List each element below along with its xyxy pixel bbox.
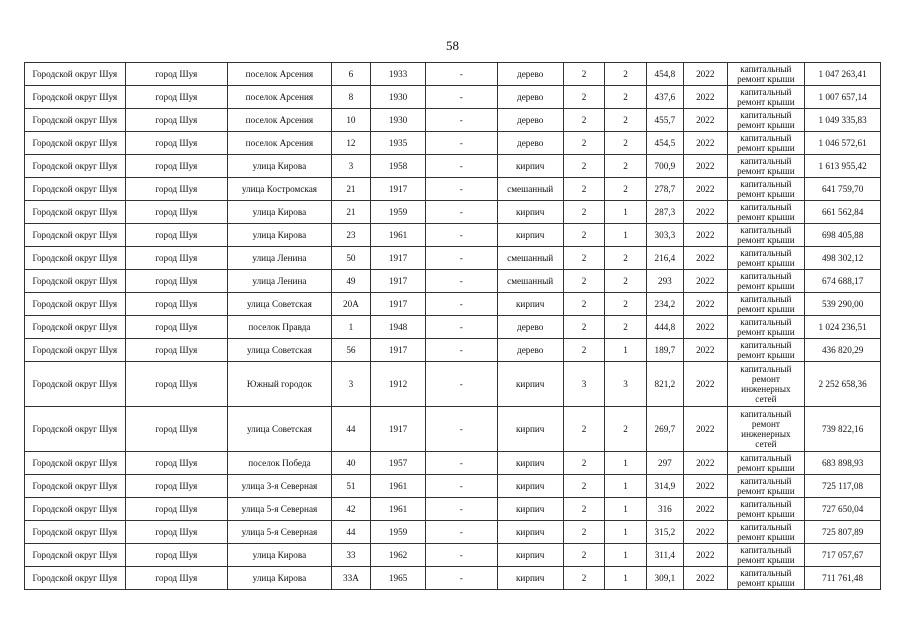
table-row [25,247,881,270]
wall-material-cell: кирпич [497,224,563,247]
work-type-cell: капитальный ремонт крыши [727,247,805,270]
city-cell: город Шуя [125,316,228,339]
entrances-cell: 2 [605,109,646,132]
work-type-cell: капитальный ремонт крыши [727,521,805,544]
floors-cell: 2 [563,407,604,452]
municipality-cell: Городской округ Шуя [25,362,126,407]
floors-cell: 2 [563,339,604,362]
work-type-cell: капитальный ремонт крыши [727,63,805,86]
house-number-cell: 23 [331,224,370,247]
wall-material-cell: кирпич [497,452,563,475]
street-cell: поселок Победа [228,452,332,475]
city-cell: город Шуя [125,155,228,178]
municipality-cell: Городской округ Шуя [25,498,126,521]
house-number-cell: 1 [331,316,370,339]
house-number-cell: 3 [331,362,370,407]
build-year-cell: 1957 [371,452,426,475]
plan-year-cell: 2022 [684,475,728,498]
floors-cell: 2 [563,270,604,293]
city-cell: город Шуя [125,475,228,498]
table-row [25,155,881,178]
house-number-cell: 3 [331,155,370,178]
cost-cell: 1 047 263,41 [805,63,881,86]
city-cell: город Шуя [125,63,228,86]
work-type-cell: капитальный ремонт крыши [727,201,805,224]
floors-cell: 2 [563,178,604,201]
house-number-cell: 21 [331,178,370,201]
build-year-cell: 1959 [371,521,426,544]
area-cell: 700,9 [646,155,683,178]
plan-year-cell: 2022 [684,452,728,475]
wall-material-cell: кирпич [497,475,563,498]
dash-cell: - [426,293,498,316]
entrances-cell: 1 [605,544,646,567]
street-cell: поселок Арсения [228,132,332,155]
entrances-cell: 1 [605,201,646,224]
plan-year-cell: 2022 [684,178,728,201]
wall-material-cell: дерево [497,316,563,339]
area-cell: 311,4 [646,544,683,567]
municipality-cell: Городской округ Шуя [25,407,126,452]
area-cell: 189,7 [646,339,683,362]
wall-material-cell: кирпич [497,201,563,224]
entrances-cell: 1 [605,567,646,590]
work-type-cell: капитальный ремонт крыши [727,155,805,178]
city-cell: город Шуя [125,521,228,544]
cost-cell: 1 024 236,51 [805,316,881,339]
dash-cell: - [426,521,498,544]
city-cell: город Шуя [125,178,228,201]
plan-year-cell: 2022 [684,132,728,155]
entrances-cell: 2 [605,247,646,270]
plan-year-cell: 2022 [684,339,728,362]
cost-cell: 725 807,89 [805,521,881,544]
table-row [25,109,881,132]
house-number-cell: 50 [331,247,370,270]
city-cell: город Шуя [125,270,228,293]
build-year-cell: 1933 [371,63,426,86]
work-type-cell: капитальный ремонт крыши [727,178,805,201]
build-year-cell: 1917 [371,293,426,316]
area-cell: 314,9 [646,475,683,498]
cost-cell: 436 820,29 [805,339,881,362]
dash-cell: - [426,155,498,178]
plan-year-cell: 2022 [684,109,728,132]
city-cell: город Шуя [125,109,228,132]
cost-cell: 727 650,04 [805,498,881,521]
entrances-cell: 3 [605,362,646,407]
wall-material-cell: кирпич [497,544,563,567]
cost-cell: 539 290,00 [805,293,881,316]
dash-cell: - [426,544,498,567]
cost-cell: 674 688,17 [805,270,881,293]
cost-cell: 661 562,84 [805,201,881,224]
city-cell: город Шуя [125,247,228,270]
floors-cell: 2 [563,63,604,86]
plan-year-cell: 2022 [684,407,728,452]
build-year-cell: 1959 [371,201,426,224]
cost-cell: 683 898,93 [805,452,881,475]
dash-cell: - [426,109,498,132]
cost-cell: 725 117,08 [805,475,881,498]
wall-material-cell: смешанный [497,247,563,270]
work-type-cell: капитальный ремонт крыши [727,224,805,247]
city-cell: город Шуя [125,544,228,567]
plan-year-cell: 2022 [684,362,728,407]
house-number-cell: 44 [331,407,370,452]
area-cell: 303,3 [646,224,683,247]
entrances-cell: 1 [605,452,646,475]
build-year-cell: 1917 [371,339,426,362]
build-year-cell: 1917 [371,178,426,201]
plan-year-cell: 2022 [684,63,728,86]
entrances-cell: 2 [605,270,646,293]
city-cell: город Шуя [125,567,228,590]
work-type-cell: капитальный ремонт крыши [727,452,805,475]
street-cell: улица Ленина [228,270,332,293]
street-cell: поселок Арсения [228,86,332,109]
plan-year-cell: 2022 [684,544,728,567]
municipality-cell: Городской округ Шуя [25,521,126,544]
work-type-cell: капитальный ремонт крыши [727,498,805,521]
table-row [25,316,881,339]
cost-cell: 1 049 335,83 [805,109,881,132]
municipality-cell: Городской округ Шуя [25,316,126,339]
cost-cell: 1 046 572,61 [805,132,881,155]
entrances-cell: 2 [605,407,646,452]
table-row [25,475,881,498]
area-cell: 455,7 [646,109,683,132]
municipality-cell: Городской округ Шуя [25,109,126,132]
area-cell: 454,5 [646,132,683,155]
cost-cell: 717 057,67 [805,544,881,567]
table-row [25,86,881,109]
area-cell: 309,1 [646,567,683,590]
entrances-cell: 2 [605,63,646,86]
city-cell: город Шуя [125,452,228,475]
dash-cell: - [426,339,498,362]
city-cell: город Шуя [125,498,228,521]
dash-cell: - [426,247,498,270]
build-year-cell: 1965 [371,567,426,590]
cost-cell: 1 007 657,14 [805,86,881,109]
house-number-cell: 20А [331,293,370,316]
floors-cell: 2 [563,224,604,247]
floors-cell: 2 [563,475,604,498]
table-body [25,63,881,590]
floors-cell: 2 [563,86,604,109]
area-cell: 269,7 [646,407,683,452]
plan-year-cell: 2022 [684,316,728,339]
work-type-cell: капитальный ремонт инженерных сетей [727,407,805,452]
house-number-cell: 40 [331,452,370,475]
area-cell: 316 [646,498,683,521]
floors-cell: 2 [563,316,604,339]
entrances-cell: 1 [605,475,646,498]
table-row [25,63,881,86]
area-cell: 216,4 [646,247,683,270]
area-cell: 293 [646,270,683,293]
dash-cell: - [426,475,498,498]
floors-cell: 2 [563,201,604,224]
street-cell: улица Советская [228,407,332,452]
floors-cell: 2 [563,132,604,155]
street-cell: поселок Правда [228,316,332,339]
area-cell: 444,8 [646,316,683,339]
build-year-cell: 1961 [371,224,426,247]
build-year-cell: 1935 [371,132,426,155]
municipality-cell: Городской округ Шуя [25,293,126,316]
dash-cell: - [426,362,498,407]
cost-cell: 498 302,12 [805,247,881,270]
work-type-cell: капитальный ремонт крыши [727,293,805,316]
dash-cell: - [426,270,498,293]
entrances-cell: 2 [605,155,646,178]
work-type-cell: капитальный ремонт крыши [727,86,805,109]
house-number-cell: 12 [331,132,370,155]
dash-cell: - [426,316,498,339]
work-type-cell: капитальный ремонт крыши [727,109,805,132]
build-year-cell: 1930 [371,86,426,109]
floors-cell: 3 [563,362,604,407]
plan-year-cell: 2022 [684,201,728,224]
city-cell: город Шуя [125,293,228,316]
dash-cell: - [426,86,498,109]
house-number-cell: 44 [331,521,370,544]
municipality-cell: Городской округ Шуя [25,339,126,362]
entrances-cell: 2 [605,86,646,109]
house-number-cell: 8 [331,86,370,109]
build-year-cell: 1917 [371,247,426,270]
entrances-cell: 2 [605,178,646,201]
municipality-cell: Городской округ Шуя [25,475,126,498]
house-number-cell: 10 [331,109,370,132]
table-row [25,407,881,452]
wall-material-cell: кирпич [497,362,563,407]
entrances-cell: 2 [605,132,646,155]
work-type-cell: капитальный ремонт крыши [727,544,805,567]
build-year-cell: 1917 [371,270,426,293]
wall-material-cell: смешанный [497,270,563,293]
wall-material-cell: кирпич [497,407,563,452]
build-year-cell: 1930 [371,109,426,132]
street-cell: улица Советская [228,339,332,362]
street-cell: поселок Арсения [228,63,332,86]
street-cell: улица Кирова [228,155,332,178]
area-cell: 297 [646,452,683,475]
dash-cell: - [426,407,498,452]
entrances-cell: 2 [605,316,646,339]
house-number-cell: 51 [331,475,370,498]
street-cell: улица Советская [228,293,332,316]
table-row [25,178,881,201]
cost-cell: 2 252 658,36 [805,362,881,407]
plan-year-cell: 2022 [684,270,728,293]
municipality-cell: Городской округ Шуя [25,178,126,201]
city-cell: город Шуя [125,201,228,224]
city-cell: город Шуя [125,362,228,407]
street-cell: улица Кирова [228,201,332,224]
municipality-cell: Городской округ Шуя [25,544,126,567]
table-row [25,567,881,590]
floors-cell: 2 [563,293,604,316]
floors-cell: 2 [563,544,604,567]
dash-cell: - [426,178,498,201]
municipality-cell: Городской округ Шуя [25,132,126,155]
area-cell: 315,2 [646,521,683,544]
table-row [25,498,881,521]
house-number-cell: 33 [331,544,370,567]
floors-cell: 2 [563,521,604,544]
street-cell: поселок Арсения [228,109,332,132]
street-cell: улица Кирова [228,544,332,567]
entrances-cell: 1 [605,521,646,544]
municipality-cell: Городской округ Шуя [25,63,126,86]
street-cell: улица Кирова [228,224,332,247]
cost-cell: 1 613 955,42 [805,155,881,178]
build-year-cell: 1948 [371,316,426,339]
house-number-cell: 56 [331,339,370,362]
street-cell: улица 5-я Северная [228,498,332,521]
city-cell: город Шуя [125,86,228,109]
city-cell: город Шуя [125,224,228,247]
entrances-cell: 1 [605,339,646,362]
city-cell: город Шуя [125,132,228,155]
city-cell: город Шуя [125,339,228,362]
wall-material-cell: дерево [497,132,563,155]
area-cell: 278,7 [646,178,683,201]
work-type-cell: капитальный ремонт крыши [727,567,805,590]
dash-cell: - [426,567,498,590]
housing-repair-table [24,62,881,590]
street-cell: улица Кирова [228,567,332,590]
wall-material-cell: кирпич [497,155,563,178]
build-year-cell: 1961 [371,475,426,498]
table-row [25,293,881,316]
dash-cell: - [426,132,498,155]
floors-cell: 2 [563,498,604,521]
cost-cell: 739 822,16 [805,407,881,452]
entrances-cell: 1 [605,498,646,521]
floors-cell: 2 [563,109,604,132]
floors-cell: 2 [563,247,604,270]
dash-cell: - [426,63,498,86]
street-cell: улица Ленина [228,247,332,270]
house-number-cell: 6 [331,63,370,86]
area-cell: 234,2 [646,293,683,316]
municipality-cell: Городской округ Шуя [25,155,126,178]
cost-cell: 641 759,70 [805,178,881,201]
wall-material-cell: смешанный [497,178,563,201]
wall-material-cell: кирпич [497,498,563,521]
house-number-cell: 42 [331,498,370,521]
wall-material-cell: кирпич [497,567,563,590]
plan-year-cell: 2022 [684,247,728,270]
table-row [25,521,881,544]
house-number-cell: 33А [331,567,370,590]
build-year-cell: 1961 [371,498,426,521]
table-row [25,132,881,155]
floors-cell: 2 [563,452,604,475]
municipality-cell: Городской округ Шуя [25,86,126,109]
area-cell: 437,6 [646,86,683,109]
table-row [25,452,881,475]
cost-cell: 711 761,48 [805,567,881,590]
area-cell: 287,3 [646,201,683,224]
build-year-cell: 1962 [371,544,426,567]
area-cell: 454,8 [646,63,683,86]
dash-cell: - [426,452,498,475]
area-cell: 821,2 [646,362,683,407]
street-cell: улица 5-я Северная [228,521,332,544]
build-year-cell: 1917 [371,407,426,452]
floors-cell: 2 [563,155,604,178]
wall-material-cell: дерево [497,86,563,109]
table-row [25,362,881,407]
floors-cell: 2 [563,567,604,590]
municipality-cell: Городской округ Шуя [25,452,126,475]
work-type-cell: капитальный ремонт крыши [727,316,805,339]
work-type-cell: капитальный ремонт инженерных сетей [727,362,805,407]
page-number: 58 [446,38,459,53]
plan-year-cell: 2022 [684,293,728,316]
plan-year-cell: 2022 [684,224,728,247]
wall-material-cell: дерево [497,109,563,132]
table-row [25,224,881,247]
table-row [25,339,881,362]
build-year-cell: 1912 [371,362,426,407]
work-type-cell: капитальный ремонт крыши [727,339,805,362]
dash-cell: - [426,224,498,247]
build-year-cell: 1958 [371,155,426,178]
municipality-cell: Городской округ Шуя [25,201,126,224]
municipality-cell: Городской округ Шуя [25,270,126,293]
table-row [25,270,881,293]
work-type-cell: капитальный ремонт крыши [727,475,805,498]
plan-year-cell: 2022 [684,567,728,590]
table-row [25,544,881,567]
wall-material-cell: кирпич [497,293,563,316]
street-cell: улица 3-я Северная [228,475,332,498]
municipality-cell: Городской округ Шуя [25,224,126,247]
wall-material-cell: дерево [497,63,563,86]
city-cell: город Шуя [125,407,228,452]
street-cell: Южный городок [228,362,332,407]
entrances-cell: 1 [605,224,646,247]
work-type-cell: капитальный ремонт крыши [727,270,805,293]
municipality-cell: Городской округ Шуя [25,567,126,590]
house-number-cell: 49 [331,270,370,293]
house-number-cell: 21 [331,201,370,224]
municipality-cell: Городской округ Шуя [25,247,126,270]
plan-year-cell: 2022 [684,498,728,521]
plan-year-cell: 2022 [684,155,728,178]
street-cell: улица Костромская [228,178,332,201]
wall-material-cell: кирпич [497,521,563,544]
work-type-cell: капитальный ремонт крыши [727,132,805,155]
plan-year-cell: 2022 [684,86,728,109]
table-row [25,201,881,224]
cost-cell: 698 405,88 [805,224,881,247]
plan-year-cell: 2022 [684,521,728,544]
dash-cell: - [426,498,498,521]
wall-material-cell: дерево [497,339,563,362]
entrances-cell: 2 [605,293,646,316]
dash-cell: - [426,201,498,224]
